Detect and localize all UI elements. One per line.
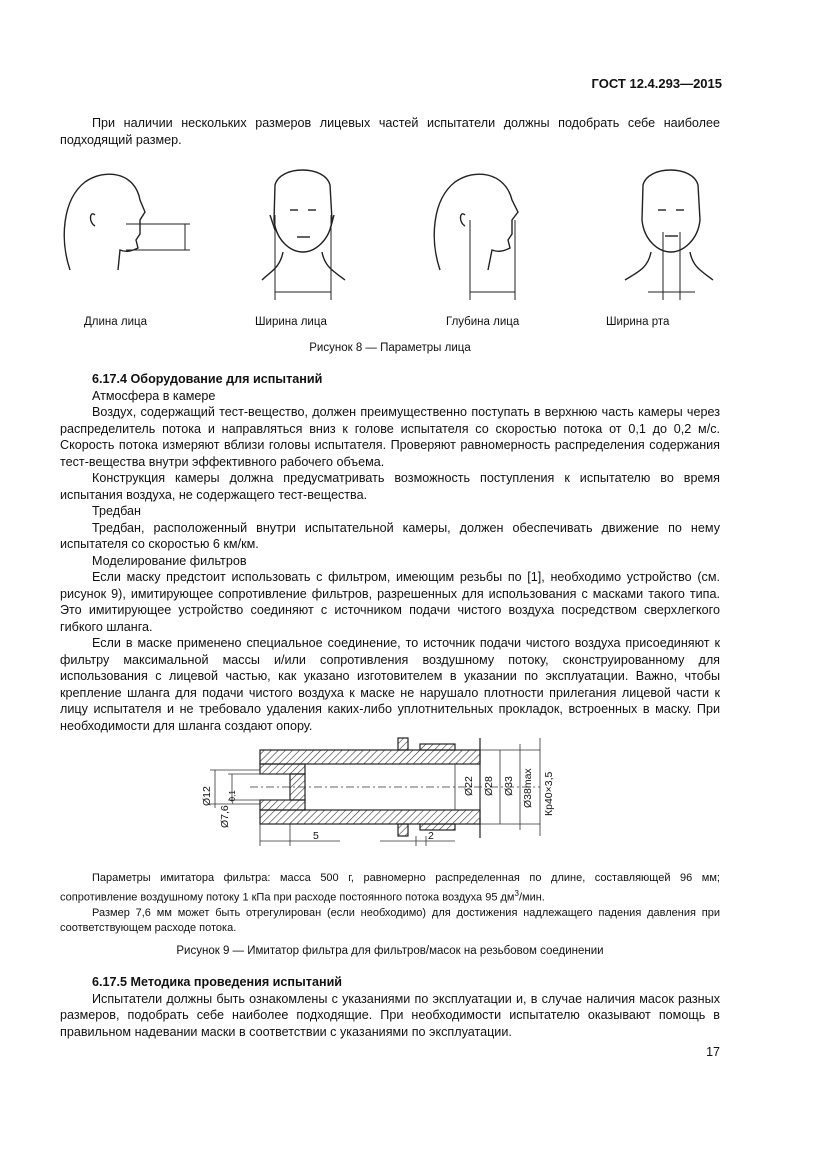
dim-d28: Ø28 [483,776,495,796]
dim-thread: Кр40×3,5 [543,771,555,816]
section-6-17-5-heading: 6.17.5 Методика проведения испытаний [92,975,343,989]
dim-d7-6: Ø7,6 [219,805,231,828]
label-face-depth: Глубина лица [446,316,520,328]
profile-head-depth-icon [434,174,518,300]
figure-9-note-params: Параметры имитатора фильтра: масса 500 г, равномерно распределенная по длине, составляющей 96 мм; сопротивление воздушному потоку 1 кПа при расходе постоянного потока воздуха 95 $дм^3$/мин. [60,872,720,904]
page-number: 17 [706,1045,720,1059]
dim-d33: Ø33 [503,776,515,796]
section-6-17-4: 6.17.4 Оборудование для испытаний Атмосфера в камере Воздух, содержащий тест-вещество, должен преимущественно поступать в верхнюю часть камеры через распределитель потока и направляться вниз к голове испытателя со скоростью потока от 0,1 до 0,2 м/с. Скорость потока измеряют вблизи головы испытателя. Проверяют равномерность распределения содержания тест-вещества внутри эффективного рабочего объема. Конструкция камеры должна предусматривать возможность поступления к испытателю во время испытания воздуха, не содержащего тест-вещества. Тредбан Тредбан, расположенный внутри испытательной камеры, должен обеспечивать движение по нему испытателя со скоростью 6 км/км. Моделирование фильтров Если маску предстоит использовать с фильтром, имеющим резьбы по [1], необходимо устройство (см. рисунок 9), имитирующее сопротивление фильтров, разрешенных для использования с масками такого типа. Это имитирующее устройство соединяют с источником подачи чистого воздуха посредством сверхлегкого гибкого шланга. Если в маске применено специальное соединение, то источник подачи чистого воздуха присоединяют к фильтру максимальной массы и/или сопротивления воздушному потоку, сконструированному для использования с лицевой частью, как указано изготовителем в указании по эксплуатации. Важно, чтобы крепление шланга для подачи чистого воздуха к маске не нарушало плотности прилегания лицевой части к лицу испытателя и не требовало удаления каких-либо уплотнительных прокладок, встроенных в маску. При необходимости для шланга создают опору. [60,372,720,733]
subheading-filter-modelling: Моделирование фильтров [92,553,247,568]
front-head-mouth-icon [625,170,713,300]
figure-9-notes [60,871,720,936]
figure-8-face-parameters [0,160,818,310]
label-face-width: Ширина лица [255,316,327,328]
figure-8-caption: Рисунок 8 — Параметры лица [309,342,471,354]
intro-paragraph: При наличии нескольких размеров лицевых частей испытатели должны подобрать себе наиболее подходящий размер. [60,116,720,147]
dim-d38max: Ø38max [522,768,534,808]
dim-len2: 2 [428,830,434,842]
standard-header: ГОСТ 12.4.293—2015 [591,76,722,91]
subheading-treadmill: Тредбан [92,504,141,518]
dim-len5: 5 [313,830,319,842]
label-mouth-width: Ширина рта [606,316,670,328]
figure-9-filter-simulator-drawing [180,728,580,853]
dim-d7-6-tolerance: -0,1 [228,790,237,804]
profile-head-length-icon [64,174,190,270]
section-6-17-4-heading: 6.17.4 Оборудование для испытаний [92,372,323,386]
section-6-17-5: 6.17.5 Методика проведения испытаний Испытатели должны быть ознакомлены с указаниями по эксплуатации и, в случае наличия масок разных размеров, подобрать себе наиболее подходящие. При необходимости испытателю оказывают помощь в правильном надевании маски в соответствии с указаниями по эксплуатации. [60,975,720,1039]
figure-9-caption: Рисунок 9 — Имитатор фильтра для фильтров/масок на резьбовом соединении [176,945,604,957]
dim-d22: Ø22 [463,776,475,796]
figure-9-note-adjust: Размер 7,6 мм может быть отрегулирован (если необходимо) для достижения надлежащего падения давления при соответствующем расходе потока. [60,906,720,934]
subheading-chamber-atmosphere: Атмосфера в камере [92,388,216,403]
label-face-length: Длина лица [84,316,147,328]
front-head-width-icon [262,170,345,300]
dim-d12: Ø12 [201,786,213,806]
